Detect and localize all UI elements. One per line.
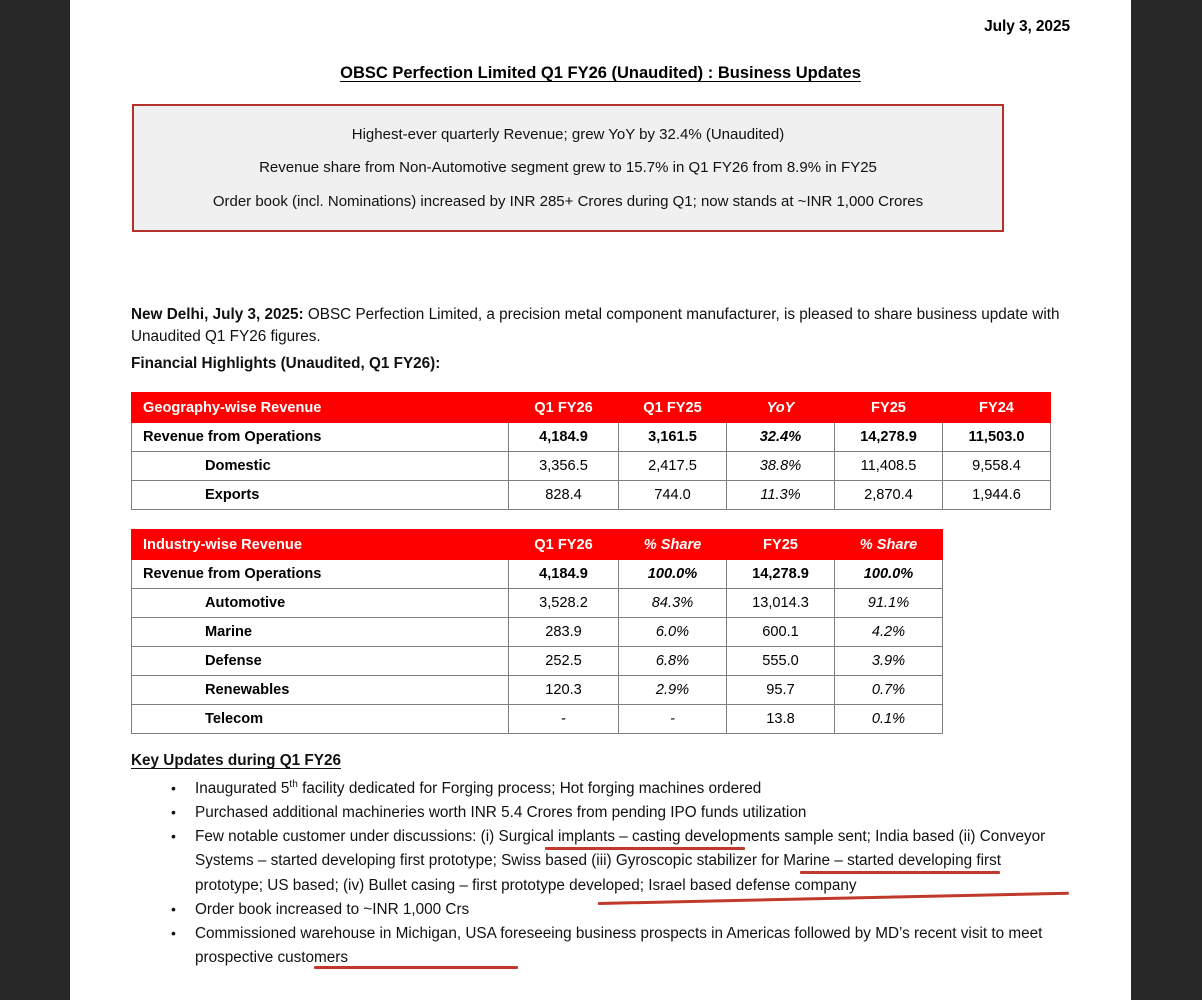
ind-row-3-val-2: 555.0	[727, 647, 835, 676]
table-row	[132, 560, 943, 589]
ind-row-3-val-1: 6.8%	[619, 647, 727, 676]
ind-row-4-val-0: 120.3	[509, 676, 619, 705]
ind-row-2-val-3: 4.2%	[835, 618, 943, 647]
ind-col-header-1: Q1 FY26	[509, 530, 619, 560]
key-updates-heading: Key Updates during Q1 FY26	[131, 752, 341, 769]
ind-row-0-label: Revenue from Operations	[132, 560, 509, 589]
ind-row-1-label: Automotive	[132, 589, 509, 618]
ind-row-1-val-3: 91.1%	[835, 589, 943, 618]
geo-col-header-5: FY24	[943, 393, 1051, 423]
update-4-text: Commissioned warehouse in Michigan, USA foreseeing business prospects in Americas followed by MD’s recent visit to meet prospective customers	[195, 924, 1043, 967]
ind-row-3-val-3: 3.9%	[835, 647, 943, 676]
table-row	[132, 423, 1051, 452]
ind-row-0-val-0: 4,184.9	[509, 560, 619, 589]
geo-row-1-val-1: 2,417.5	[619, 452, 727, 481]
update-0-pre: Inaugurated 5	[195, 780, 290, 797]
ind-col-header-2: % Share	[619, 530, 727, 560]
geo-row-2-val-2: 11.3%	[727, 481, 835, 510]
update-3-text: Order book increased to ~INR 1,000 Crs	[195, 900, 470, 918]
intro-dateline: New Delhi, July 3, 2025:	[131, 306, 304, 324]
highlight-line-3: Order book (incl. Nominations) increased by INR 285+ Crores during Q1; now stands at ~INR 1,000 Crores	[212, 192, 924, 210]
geo-row-1-val-0: 3,356.5	[509, 452, 619, 481]
ind-row-3-label: Defense	[132, 647, 509, 676]
geo-row-0-val-2: 32.4%	[727, 423, 835, 452]
ind-row-4-val-1: 2.9%	[619, 676, 727, 705]
update-0-superscript: th	[289, 778, 298, 790]
ind-col-header-0: Industry-wise Revenue	[132, 530, 509, 560]
highlights-callout-box	[132, 104, 1004, 232]
geo-col-header-3: YoY	[727, 393, 835, 423]
ind-row-2-val-1: 6.0%	[619, 618, 727, 647]
list-item	[131, 825, 1071, 897]
list-item	[131, 777, 1071, 801]
highlight-line-2: Revenue share from Non-Automotive segment grew to 15.7% in Q1 FY26 from 8.9% in FY25	[259, 159, 877, 176]
bullet-icon: •	[171, 828, 176, 845]
underline-warehouse-michigan-icon	[314, 966, 518, 969]
bullet-icon: •	[171, 900, 176, 917]
geo-col-header-0: Geography-wise Revenue	[132, 393, 509, 423]
bullet-icon: •	[171, 780, 176, 796]
bullet-icon: •	[171, 924, 176, 941]
ind-row-1-val-1: 84.3%	[619, 589, 727, 618]
page-title: OBSC Perfection Limited Q1 FY26 (Unaudited) : Business Updates	[340, 64, 861, 82]
table-row	[132, 618, 943, 647]
industry-wise-revenue-table	[131, 529, 943, 734]
bullet-icon: •	[171, 804, 176, 821]
geo-row-1-val-3: 11,408.5	[835, 452, 943, 481]
table-row	[132, 705, 943, 734]
ind-row-0-val-3: 100.0%	[835, 560, 943, 589]
geo-row-0-val-4: 11,503.0	[943, 423, 1051, 452]
intro-body: OBSC Perfection Limited, a precision metal component manufacturer, is pleased to share business update with Unaudited Q1 FY26 figures.	[131, 306, 1060, 346]
update-2-text: Few notable customer under discussions: (i) Surgical implants – casting developments sample sent; India based (ii) Conveyor Systems – started developing first prototype; Swiss based (iii) Gyroscopic stabilizer for Marine – started developing first prototype; US based; (iv) Bullet casing – first prototype developed; Israel based defense company	[195, 828, 1046, 894]
table-row	[132, 589, 943, 618]
underline-gyroscopic-stabilizer-icon	[800, 871, 1000, 874]
geo-row-1-label: Domestic	[132, 452, 509, 481]
ind-row-4-label: Renewables	[132, 676, 509, 705]
geo-row-2-val-3: 2,870.4	[835, 481, 943, 510]
ind-row-5-val-1: -	[619, 705, 727, 734]
geo-row-1-val-2: 38.8%	[727, 452, 835, 481]
ind-row-5-label: Telecom	[132, 705, 509, 734]
geo-row-0-label: Revenue from Operations	[132, 423, 509, 452]
geo-row-2-val-0: 828.4	[509, 481, 619, 510]
ind-row-2-val-2: 600.1	[727, 618, 835, 647]
geo-row-0-val-1: 3,161.5	[619, 423, 727, 452]
key-updates-list	[131, 777, 1071, 970]
document-page	[70, 0, 1131, 1000]
ind-row-1-val-2: 13,014.3	[727, 589, 835, 618]
ind-row-2-label: Marine	[132, 618, 509, 647]
financial-highlights-label: Financial Highlights (Unaudited, Q1 FY26):	[131, 355, 441, 372]
table-row	[132, 481, 1051, 510]
update-0-post: facility dedicated for Forging process; Hot forging machines ordered	[297, 780, 762, 797]
list-item	[131, 801, 1071, 825]
geo-row-2-val-4: 1,944.6	[943, 481, 1051, 510]
geo-row-2-val-1: 744.0	[619, 481, 727, 510]
ind-col-header-3: FY25	[727, 530, 835, 560]
document-date: July 3, 2025	[984, 18, 1070, 35]
geo-row-1-val-4: 9,558.4	[943, 452, 1051, 481]
table-header-row	[132, 393, 1051, 423]
table-row	[132, 452, 1051, 481]
table-row	[132, 647, 943, 676]
ind-col-header-4: % Share	[835, 530, 943, 560]
ind-row-2-val-0: 283.9	[509, 618, 619, 647]
geo-row-2-label: Exports	[132, 481, 509, 510]
ind-row-4-val-2: 95.7	[727, 676, 835, 705]
geography-wise-revenue-table	[131, 392, 1051, 510]
geo-row-0-val-0: 4,184.9	[509, 423, 619, 452]
underline-surgical-implants-casting-icon	[545, 847, 745, 850]
ind-row-0-val-2: 14,278.9	[727, 560, 835, 589]
ind-row-1-val-0: 3,528.2	[509, 589, 619, 618]
ind-row-3-val-0: 252.5	[509, 647, 619, 676]
table-row	[132, 676, 943, 705]
ind-row-5-val-2: 13.8	[727, 705, 835, 734]
intro-paragraph	[131, 304, 1072, 347]
ind-row-4-val-3: 0.7%	[835, 676, 943, 705]
ind-row-5-val-0: -	[509, 705, 619, 734]
ind-row-5-val-3: 0.1%	[835, 705, 943, 734]
geo-row-0-val-3: 14,278.9	[835, 423, 943, 452]
table-header-row	[132, 530, 943, 560]
highlight-line-1: Highest-ever quarterly Revenue; grew YoY by 32.4% (Unaudited)	[351, 125, 785, 143]
geo-col-header-4: FY25	[835, 393, 943, 423]
list-item	[131, 922, 1071, 970]
geo-col-header-1: Q1 FY26	[509, 393, 619, 423]
update-1-text: Purchased additional machineries worth INR 5.4 Crores from pending IPO funds utilization	[195, 804, 807, 822]
geo-col-header-2: Q1 FY25	[619, 393, 727, 423]
ind-row-0-val-1: 100.0%	[619, 560, 727, 589]
